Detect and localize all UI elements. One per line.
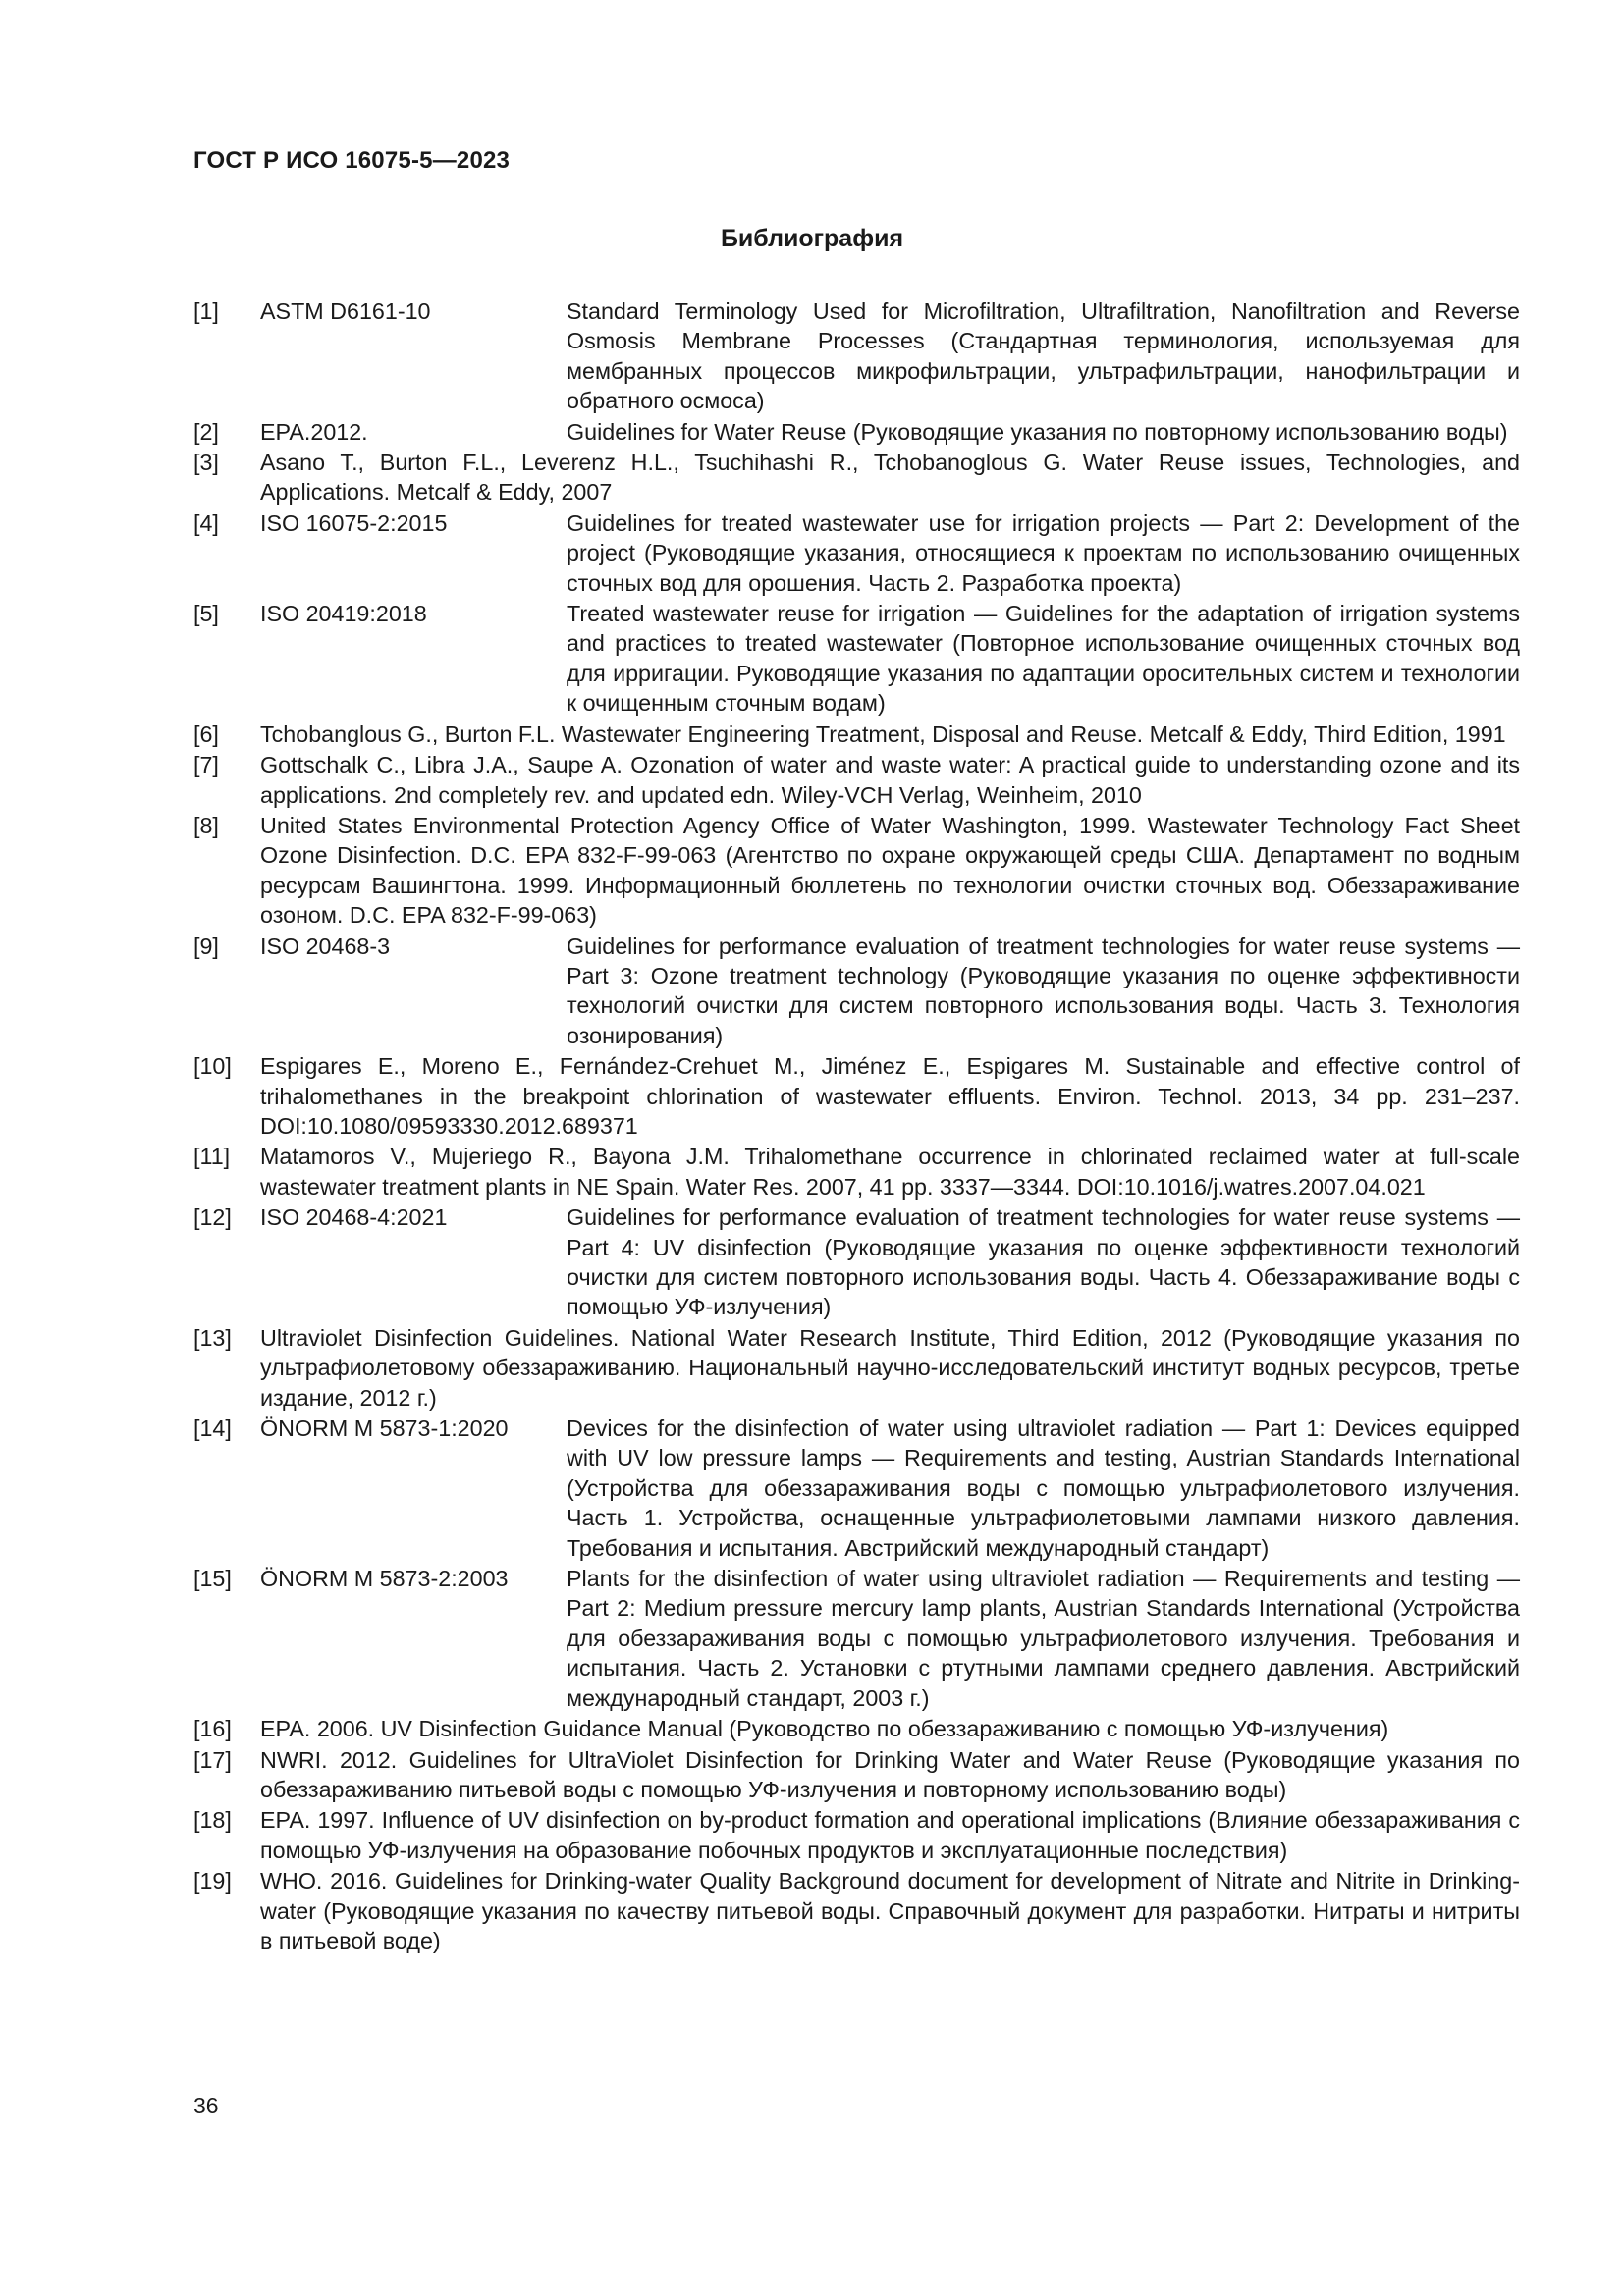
reference-number: [4] [193,509,219,536]
reference-text: Gottschalk C., Libra J.A., Saupe A. Ozonation of water and waste water: A practical guide to understanding ozone and its applications. 2nd completely rev. and updated edn. Wiley-VCH Verlag, Weinheim, 2010 [260,752,1520,808]
reference-text: Ultraviolet Disinfection Guidelines. National Water Research Institute, Third Edition, 2012 (Руководящие указания по ультрафиолетовому обеззараживанию. Национальный научно-исследовательский институт водных ресурсов, третье издание, 2012 г.) [260,1324,1520,1411]
reference-number: [11] [193,1144,231,1170]
reference-entry [193,508,1520,598]
reference-number: [2] [193,418,219,445]
bibliography-list [193,296,1520,1956]
reference-number: [12] [193,1204,232,1231]
reference-code: ISO 16075-2:2015 [260,509,448,536]
reference-entry [193,750,1520,810]
reference-code: ISO 20468-3 [260,933,391,959]
reference-text: WHO. 2016. Guidelines for Drinking-water Quality Background document for development of Nitrate and Nitrite in Drinking-water (Руководящие указания по качеству питьевой воды. Справочный документ для разработки. Нитраты и нитриты в питьевой воде) [260,1868,1520,1953]
reference-entry [193,1564,1520,1713]
reference-text: Asano T., Burton F.L., Leverenz H.L., Tsuchihashi R., Tchobanoglous G. Water Reuse issues, Technologies, and Applications. Metcalf & Eddy, 2007 [260,450,1520,506]
reference-text: Tchobanglous G., Burton F.L. Wastewater Engineering Treatment, Disposal and Reuse. Metcalf & Eddy, Third Edition, 1991 [260,721,1506,747]
reference-number: [8] [193,812,219,838]
reference-number: [1] [193,298,219,324]
reference-number: [15] [193,1566,232,1592]
reference-number: [6] [193,721,219,747]
reference-text: EPA. 1997. Influence of UV disinfection on by-product formation and operational implications (Влияние обеззараживания с помощью УФ-излучения на образование побочных продуктов и эксплуатационные последствия) [260,1807,1520,1863]
reference-entry [193,1805,1520,1865]
reference-entry [193,417,1520,447]
reference-entry [193,720,1520,749]
reference-entry [193,448,1520,507]
reference-entry [193,1142,1520,1201]
reference-text: Standard Terminology Used for Microfiltration, Ultrafiltration, Nanofiltration and Reverse Osmosis Membrane Processes (Стандартная терминология, используемая для мембранных процессов микрофильтрации, ультрафильтрации, нанофильтрации и обратного осмоса) [567,298,1520,414]
reference-number: [14] [193,1415,232,1442]
reference-text: Guidelines for Water Reuse (Руководящие указания по повторному использованию воды) [567,418,1508,445]
reference-number: [10] [193,1053,232,1080]
document-header: ГОСТ Р ИСО 16075-5—2023 [193,147,511,174]
reference-text: Guidelines for performance evaluation of treatment technologies for water reuse systems — Part 3: Ozone treatment technology (Руководящие указания по оценке эффективности технологий очистки для систем повторного использования воды. Часть 3. Технология озонирования) [567,933,1520,1048]
reference-entry [193,599,1520,719]
reference-text: Matamoros V., Mujeriego R., Bayona J.M. Trihalomethane occurrence in chlorinated reclaimed water at full-scale wastewater treatment plants in NE Spain. Water Res. 2007, 41 pp. 3337—3344. DOI:10.1016/j.watres.2007.04.021 [260,1144,1520,1200]
reference-entry [193,1866,1520,1955]
reference-number: [7] [193,752,219,778]
reference-entry [193,932,1520,1051]
reference-entry [193,1051,1520,1141]
reference-text: NWRI. 2012. Guidelines for UltraViolet Disinfection for Drinking Water and Water Reuse (Руководящие указания по обеззараживанию питьевой воды с помощью УФ-излучения и повторному использованию воды) [260,1746,1520,1802]
reference-entry [193,1745,1520,1805]
page-number: 36 [193,2093,219,2118]
page-title: Библиография [720,225,904,252]
reference-code: ÖNORM M 5873-2:2003 [260,1566,509,1592]
reference-code: ASTM D6161-10 [260,298,431,324]
reference-text: Guidelines for performance evaluation of treatment technologies for water reuse systems — Part 4: UV disinfection (Руководящие указания по оценке эффективности технологий очистки для систем повторного использования воды. Часть 4. Обеззараживание воды с помощью УФ-излучения) [567,1204,1520,1320]
reference-code: ISO 20419:2018 [260,601,427,627]
reference-entry [193,1714,1520,1743]
reference-number: [19] [193,1868,232,1895]
reference-text: Plants for the disinfection of water using ultraviolet radiation — Requirements and testing — Part 2: Medium pressure mercury lamp plants, Austrian Standards International (Устройства для обеззараживания воды с помощью ультрафиолетового излучения. Требования и испытания. Часть 2. Установки с ртутными лампами среднего давления. Австрийский международный стандарт, 2003 г.) [567,1566,1520,1711]
reference-entry [193,811,1520,931]
reference-code: ISO 20468-4:2021 [260,1204,448,1231]
reference-text: Guidelines for treated wastewater use for irrigation projects — Part 2: Development of the project (Руководящие указания, относящиеся к проектам по использованию очищенных сточных вод для орошения. Часть 2. Разработка проекта) [567,509,1520,596]
reference-text: United States Environmental Protection Agency Office of Water Washington, 1999. Wastewater Technology Fact Sheet Ozone Disinfection. D.C. EPA 832-F-99-063 (Агентство по охране окружающей среды США. Департамент по водным ресурсам Вашингтона. 1999. Информационный бюллетень по технологии очистки сточных вод. Обеззараживание озоном. D.C. EPA 832-F-99-063) [260,812,1520,929]
reference-text: Treated wastewater reuse for irrigation — Guidelines for the adaptation of irrigation systems and practices to treated wastewater (Повторное использование очищенных сточных вод для ирригации. Руководящие указания по адаптации оросительных систем и технологии к очищенным сточным водам) [567,601,1520,717]
reference-number: [3] [193,450,219,476]
reference-number: [18] [193,1807,232,1834]
reference-entry [193,1414,1520,1563]
reference-number: [9] [193,933,219,959]
reference-code: ÖNORM M 5873-1:2020 [260,1415,509,1442]
reference-text: EPA. 2006. UV Disinfection Guidance Manual (Руководство по обеззараживанию с помощью УФ-излучения) [260,1716,1389,1742]
reference-number: [17] [193,1746,232,1773]
reference-entry [193,1323,1520,1413]
reference-number: [5] [193,601,219,627]
reference-entry [193,1202,1520,1322]
reference-text: Devices for the disinfection of water using ultraviolet radiation — Part 1: Devices equipped with UV low pressure lamps — Requirements and testing, Austrian Standards International (Устройства для обеззараживания воды с помощью ультрафиолетового излучения. Часть 1. Устройства, оснащенные ультрафиолетовыми лампами низкого давления. Требования и испытания. Австрийский международный стандарт) [567,1415,1520,1561]
reference-text: Espigares E., Moreno E., Fernández-Crehuet M., Jiménez E., Espigares M. Sustainable and effective control of trihalomethanes in the breakpoint chlorination of wastewater effluents. Environ. Technol. 2013, 34 pp. 231–237. DOI:10.1080/09593330.2012.689371 [260,1053,1520,1139]
reference-code: EPA.2012. [260,418,368,445]
reference-number: [16] [193,1716,232,1742]
reference-entry [193,296,1520,416]
reference-number: [13] [193,1324,232,1351]
